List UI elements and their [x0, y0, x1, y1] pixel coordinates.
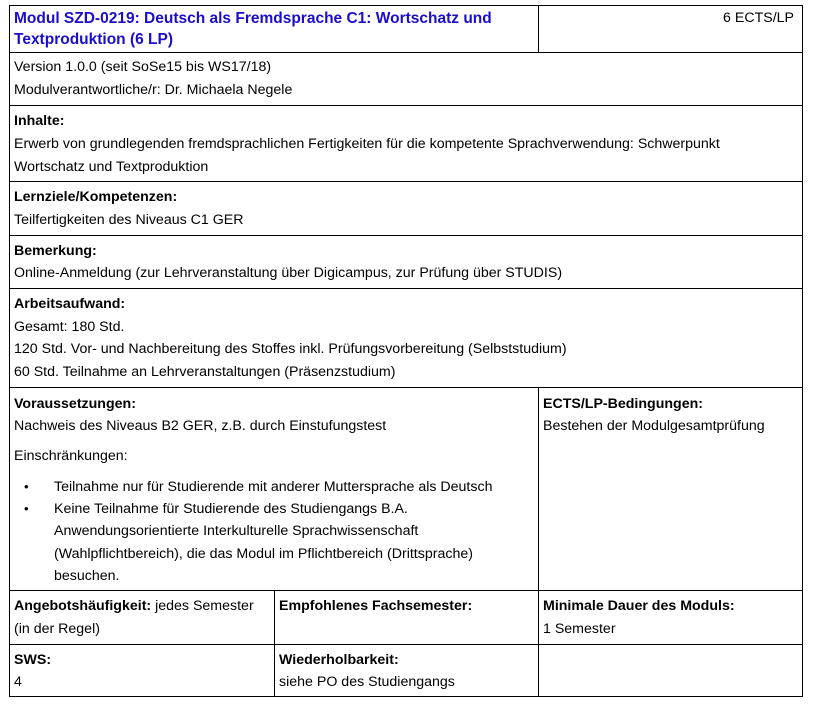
lernziele-row [9, 181, 803, 236]
arbeitsaufwand-heading: Arbeitsaufwand: [14, 296, 126, 312]
angebot-heading: Angebotshäufigkeit: [14, 598, 152, 614]
module-description-table [9, 5, 803, 697]
version-row [9, 52, 803, 106]
arbeitsaufwand-row [9, 288, 803, 388]
bemerkung-text: Online-Anmeldung (zur Lehrveranstaltung über Digicampus, zur Prüfung über STUDIS) [14, 265, 563, 281]
arbeitsaufwand-line-3: 60 Std. Teilnahme an Lehrveranstaltungen (Präsenzstudium) [14, 364, 396, 380]
angebot-value: jedes Semester [151, 598, 254, 614]
bullet-2-line-1: Keine Teilnahme für Studierende des Studiengangs B.A. [54, 501, 408, 517]
sws-heading: SWS: [14, 652, 52, 668]
wiederholbarkeit-heading: Wiederholbarkeit: [279, 652, 399, 668]
inhalte-heading: Inhalte: [14, 113, 65, 129]
fachsemester-heading: Empfohlenes Fachsemester: [279, 598, 473, 614]
inhalte-row [9, 105, 803, 182]
wiederholbarkeit-value: siehe PO des Studiengangs [279, 674, 455, 690]
dauer-value: 1 Semester [543, 621, 616, 637]
voraussetzungen-row [9, 387, 803, 591]
bemerkung-heading: Bemerkung: [14, 243, 97, 259]
bullet-2-line-4: besuchen. [54, 568, 120, 584]
sws-value: 4 [14, 674, 22, 690]
bemerkung-row [9, 235, 803, 289]
ects-bedingungen-text: Bestehen der Modulgesamtprüfung [543, 418, 765, 434]
einschraenkungen-label: Einschränkungen: [14, 448, 128, 464]
angebot-row [9, 590, 803, 645]
lernziele-text: Teilfertigkeiten des Niveaus C1 GER [14, 212, 244, 228]
version-text: Version 1.0.0 (seit SoSe15 bis WS17/18) [14, 59, 272, 75]
voraussetzungen-heading: Voraussetzungen: [14, 396, 136, 412]
bullet-1-icon: • [24, 479, 29, 494]
bullet-2-icon: • [24, 501, 29, 516]
ects-bedingungen-heading: ECTS/LP-Bedingungen: [543, 396, 703, 412]
angebot-cell [14, 595, 254, 618]
module-header-row [9, 5, 803, 53]
module-title: Modul SZD-0219: Deutsch als Fremdsprache C1: Wortschatz und Textproduktion (6 LP) [14, 10, 492, 48]
bullet-2-line-2: Anwendungsorientierte Interkulturelle Sprachwissenschaft [54, 523, 419, 539]
arbeitsaufwand-line-2: 120 Std. Vor- und Nachbereitung des Stoffes inkl. Prüfungsvorbereitung (Selbststudium) [14, 341, 567, 357]
bullet-1-text: Teilnahme nur für Studierende mit anderer Muttersprache als Deutsch [54, 479, 493, 495]
lernziele-heading: Lernziele/Kompetenzen: [14, 189, 178, 205]
dauer-heading: Minimale Dauer des Moduls: [543, 598, 735, 614]
angebot-value-line-2: (in der Regel) [14, 621, 100, 637]
inhalte-line-1: Erwerb von grundlegenden fremdsprachlichen Fertigkeiten für die kompetente Sprachverwendung: Schwerpunkt [14, 136, 720, 152]
ects-credits: 6 ECTS/LP [723, 10, 794, 26]
bullet-2-line-3: (Wahlpflichtbereich), die das Modul im Pflichtbereich (Drittsprache) [54, 546, 473, 562]
voraussetzungen-text: Nachweis des Niveaus B2 GER, z.B. durch Einstufungstest [14, 418, 387, 434]
responsible-text: Modulverantwortliche/r: Dr. Michaela Negele [14, 82, 293, 98]
sws-row [9, 644, 803, 697]
arbeitsaufwand-line-1: Gesamt: 180 Std. [14, 319, 125, 335]
inhalte-line-2: Wortschatz und Textproduktion [14, 159, 209, 175]
